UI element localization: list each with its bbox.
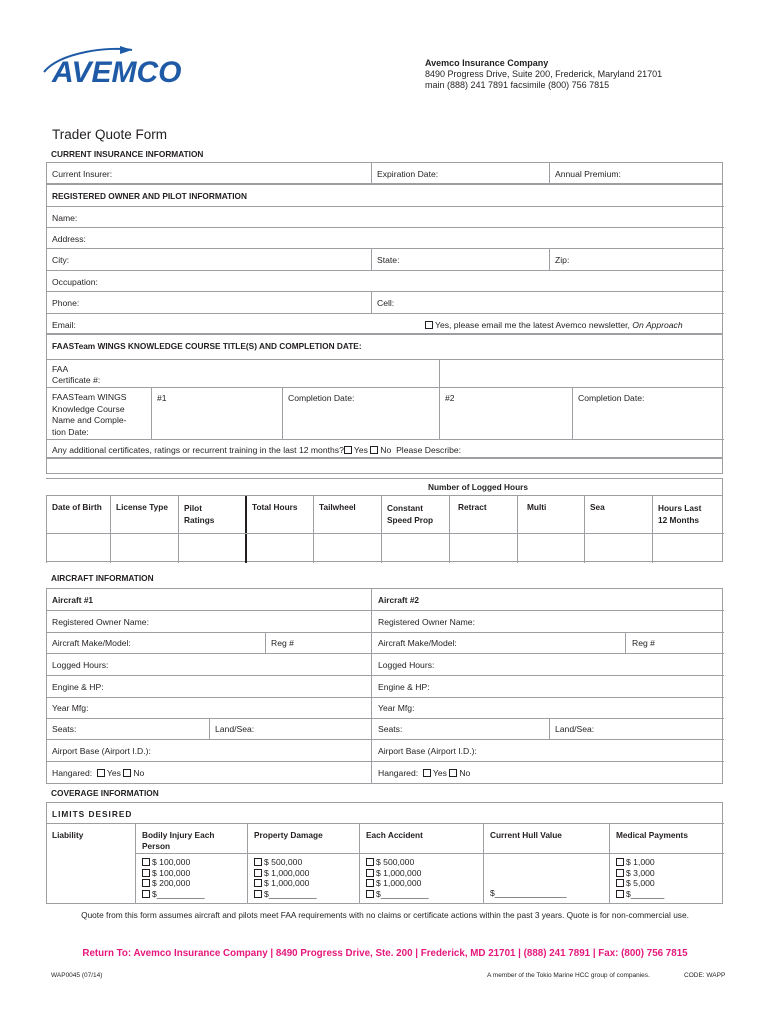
a1-logged-hours[interactable]: Logged Hours:: [52, 660, 109, 670]
company-name: Avemco Insurance Company: [425, 58, 549, 68]
a2-seats[interactable]: Seats:: [378, 724, 403, 734]
a1-airport[interactable]: Airport Base (Airport I.D.):: [52, 746, 151, 756]
additional-no-checkbox[interactable]: [370, 446, 378, 454]
coverage-heading: COVERAGE INFORMATION: [51, 788, 159, 798]
checkbox[interactable]: [142, 858, 150, 866]
state-field[interactable]: State:: [377, 255, 400, 265]
hull-value-field[interactable]: $_______________: [490, 888, 567, 898]
each-accident-options: [366, 857, 429, 899]
coverage-section: [46, 802, 723, 904]
member-note: A member of the Tokio Marine HCC group of companies.: [487, 972, 650, 979]
property-option[interactable]: $ 1,000,000: [254, 868, 317, 879]
a1-seats[interactable]: Seats:: [52, 724, 77, 734]
a2-hangared-yes-checkbox[interactable]: [423, 769, 431, 777]
course-1-field[interactable]: #1: [157, 393, 167, 403]
checkbox[interactable]: [366, 879, 374, 887]
limits-desired-label: LIMITS DESIRED: [52, 809, 133, 819]
bodily-option[interactable]: $__________: [142, 889, 205, 900]
owner-heading: REGISTERED OWNER AND PILOT INFORMATION: [52, 191, 247, 201]
property-damage-label: Property Damage: [254, 830, 323, 840]
accident-option[interactable]: $__________: [366, 889, 429, 900]
a1-hangared-no-checkbox[interactable]: [123, 769, 131, 777]
a2-airport[interactable]: Airport Base (Airport I.D.):: [378, 746, 477, 756]
a2-hangared: Hangared: Yes No: [378, 768, 471, 778]
bodily-option[interactable]: $ 200,000: [142, 878, 205, 889]
col-date-of-birth: Date of Birth: [52, 502, 102, 512]
aircraft-section: [46, 588, 723, 784]
company-contact: main (888) 241 7891 facsimile (800) 756 7815: [425, 80, 610, 90]
occupation-field[interactable]: Occupation:: [52, 277, 98, 287]
a2-year[interactable]: Year Mfg:: [378, 703, 415, 713]
bodily-option[interactable]: $ 100,000: [142, 868, 205, 879]
city-field[interactable]: City:: [52, 255, 70, 265]
a2-logged-hours[interactable]: Logged Hours:: [378, 660, 435, 670]
faa-certificate-field[interactable]: FAA Certificate #:: [52, 364, 101, 385]
bodily-injury-label: Bodily Injury Each Person: [142, 830, 215, 851]
col-retract: Retract: [458, 502, 487, 512]
col-license-type: License Type: [116, 502, 168, 512]
checkbox[interactable]: [616, 858, 624, 866]
completion-date-2-field[interactable]: Completion Date:: [578, 393, 645, 403]
medical-option[interactable]: $_______: [616, 889, 664, 900]
col-total-hours: Total Hours: [252, 502, 298, 512]
completion-date-1-field[interactable]: Completion Date:: [288, 393, 355, 403]
additional-yes-checkbox[interactable]: [344, 446, 352, 454]
col-multi: Multi: [527, 502, 547, 512]
checkbox[interactable]: [254, 858, 262, 866]
cell-field[interactable]: Cell:: [377, 298, 395, 308]
col-constant-speed-prop: Constant Speed Prop: [387, 503, 434, 525]
property-damage-options: [254, 857, 317, 899]
avemco-logo: [40, 42, 190, 90]
col-pilot-ratings: Pilot Ratings: [184, 503, 215, 525]
a2-engine[interactable]: Engine & HP:: [378, 682, 430, 692]
hull-value-label: Current Hull Value: [490, 830, 562, 840]
aircraft-1-heading: Aircraft #1: [52, 595, 94, 605]
liability-label: Liability: [52, 830, 84, 840]
checkbox[interactable]: [366, 890, 374, 898]
course-2-field[interactable]: #2: [445, 393, 455, 403]
checkbox[interactable]: [616, 890, 624, 898]
checkbox[interactable]: [254, 879, 262, 887]
a2-hangared-no-checkbox[interactable]: [449, 769, 457, 777]
form-title: Trader Quote Form: [52, 127, 168, 142]
a2-owner-name[interactable]: Registered Owner Name:: [378, 617, 475, 627]
disclaimer: Quote from this form assumes aircraft and pilots meet FAA requirements with no claims or certificate actions within the past 3 years. Quote is for non-commercial use.: [81, 910, 689, 920]
a2-land-sea[interactable]: Land/Sea:: [555, 724, 595, 734]
a1-make-model[interactable]: Aircraft Make/Model:: [52, 638, 131, 648]
zip-field[interactable]: Zip:: [555, 255, 570, 265]
a1-hangared: Hangared: Yes No: [52, 768, 145, 778]
a2-make-model[interactable]: Aircraft Make/Model:: [378, 638, 457, 648]
each-accident-label: Each Accident: [366, 830, 423, 840]
svg-text:AVEMCO: AVEMCO: [52, 56, 182, 89]
medical-payments-options: [616, 857, 664, 899]
wings-heading: FAASTeam WINGS KNOWLEDGE COURSE TITLE(S) AND COMPLETION DATE:: [52, 341, 362, 351]
a1-owner-name[interactable]: Registered Owner Name:: [52, 617, 149, 627]
describe-line[interactable]: [46, 458, 723, 474]
current-insurance-heading: CURRENT INSURANCE INFORMATION: [51, 149, 204, 159]
name-field[interactable]: Name:: [52, 213, 78, 223]
code-label: CODE: WAPP: [684, 972, 726, 979]
return-to-address: Return To: Avemco Insurance Company | 8490 Progress Drive, Ste. 200 | Frederick, MD 21701 | (888) 241 7891 | Fax: (800) 756 7815: [82, 948, 688, 959]
col-sea: Sea: [590, 502, 605, 512]
medical-option[interactable]: $ 3,000: [616, 868, 664, 879]
medical-option[interactable]: $ 5,000: [616, 878, 664, 889]
address-field[interactable]: Address:: [52, 234, 86, 244]
checkbox[interactable]: [366, 869, 374, 877]
a1-year[interactable]: Year Mfg:: [52, 703, 89, 713]
property-option[interactable]: $__________: [254, 889, 317, 900]
col-tailwheel: Tailwheel: [319, 502, 356, 512]
bodily-injury-options: [142, 857, 205, 899]
checkbox[interactable]: [142, 869, 150, 877]
newsletter-option[interactable]: Yes, please email me the latest Avemco newsletter, On Approach: [425, 320, 683, 330]
a1-land-sea[interactable]: Land/Sea:: [215, 724, 255, 734]
company-info: [425, 58, 662, 91]
checkbox[interactable]: [254, 890, 262, 898]
accident-option[interactable]: $ 500,000: [366, 857, 429, 868]
a1-hangared-yes-checkbox[interactable]: [97, 769, 105, 777]
annual-premium-label[interactable]: Annual Premium:: [555, 169, 621, 179]
a1-engine[interactable]: Engine & HP:: [52, 682, 104, 692]
email-field[interactable]: Email:: [52, 320, 76, 330]
additional-training-question: Any additional certificates, ratings or recurrent training in the last 12 months? Yes No Please Describe:: [52, 445, 462, 455]
col-hours-last-12: Hours Last 12 Months: [658, 503, 702, 525]
hours-heading: Number of Logged Hours: [428, 482, 529, 492]
checkbox[interactable]: [142, 890, 150, 898]
current-insurer-label[interactable]: Current Insurer:: [52, 169, 113, 179]
checkbox[interactable]: [616, 879, 624, 887]
wings-course-label: FAASTeam WINGS Knowledge Course Name and Comple- tion Date:: [52, 392, 127, 437]
checkbox[interactable]: [366, 858, 374, 866]
property-option[interactable]: $ 1,000,000: [254, 878, 317, 889]
medical-option[interactable]: $ 1,000: [616, 857, 664, 868]
newsletter-checkbox[interactable]: [425, 321, 433, 329]
owner-section: [46, 184, 723, 334]
form-code: WAP0045 (07/14): [51, 972, 103, 979]
phone-field[interactable]: Phone:: [52, 298, 80, 308]
a2-reg[interactable]: Reg #: [632, 638, 655, 648]
hours-table: [46, 478, 723, 562]
aircraft-2-heading: Aircraft #2: [378, 595, 420, 605]
accident-option[interactable]: $ 1,000,000: [366, 868, 429, 879]
accident-option[interactable]: $ 1,000,000: [366, 878, 429, 889]
expiration-date-label[interactable]: Expiration Date:: [377, 169, 439, 179]
medical-payments-label: Medical Payments: [616, 830, 688, 840]
company-address: 8490 Progress Drive, Suite 200, Frederick, Maryland 21701: [425, 69, 663, 79]
current-insurance-row: [46, 162, 723, 184]
checkbox[interactable]: [616, 869, 624, 877]
aircraft-heading: AIRCRAFT INFORMATION: [51, 573, 154, 583]
checkbox[interactable]: [142, 879, 150, 887]
checkbox[interactable]: [254, 869, 262, 877]
a1-reg[interactable]: Reg #: [271, 638, 294, 648]
property-option[interactable]: $ 500,000: [254, 857, 317, 868]
bodily-option[interactable]: $ 100,000: [142, 857, 205, 868]
wings-section: [46, 334, 723, 458]
